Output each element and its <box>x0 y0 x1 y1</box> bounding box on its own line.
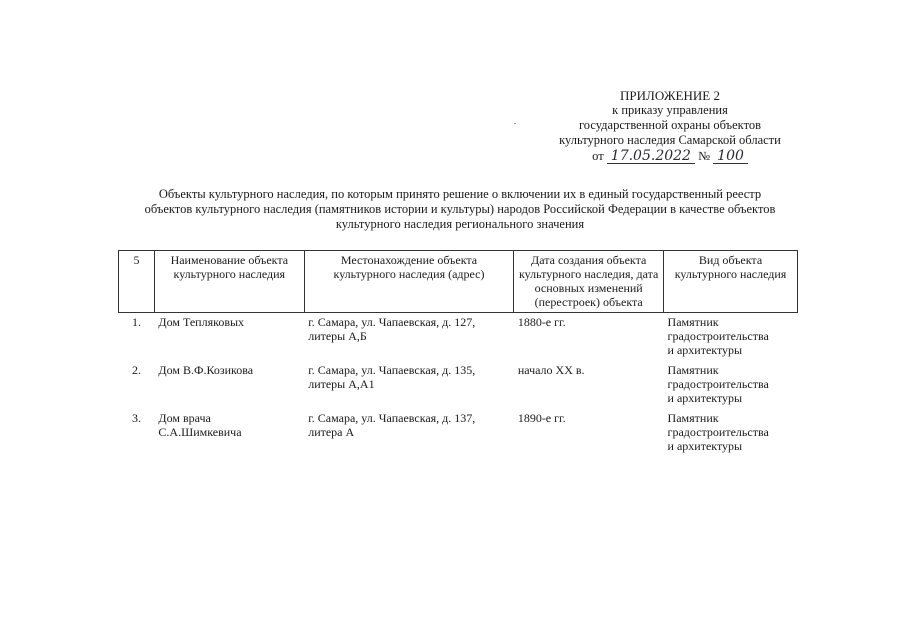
heritage-objects-table <box>118 250 798 457</box>
type-line: градостроительства <box>667 329 769 343</box>
row-date: 1890-е гг. <box>517 411 566 425</box>
row-name <box>154 313 304 362</box>
row-number: 2. <box>131 363 141 377</box>
type-line: и архитектуры <box>667 439 743 453</box>
header-number: 5 <box>119 251 155 313</box>
row-address <box>304 313 514 362</box>
appendix-line-2: государственной охраны объектов <box>578 118 762 132</box>
type-line: и архитектуры <box>667 343 743 357</box>
row-type <box>664 409 798 457</box>
appendix-line-1: к приказу управления <box>612 103 728 117</box>
name-line: С.А.Шимкевича <box>158 425 242 439</box>
row-name <box>154 361 304 409</box>
address-line: литеры А,А1 <box>308 377 375 391</box>
type-line: и архитектуры <box>667 391 743 405</box>
name-line: Дом В.Ф.Козикова <box>158 363 254 377</box>
type-line: Памятник <box>667 315 719 329</box>
appendix-title: ПРИЛОЖЕНИЕ 2 <box>620 88 720 103</box>
row-address <box>304 409 514 457</box>
row-type <box>664 313 798 362</box>
header-type: Вид объекта культурного наследия <box>664 251 798 313</box>
type-line: градостроительства <box>667 377 769 391</box>
row-name <box>154 409 304 457</box>
table-row <box>119 409 798 457</box>
handwritten-date: 17.05.2022 <box>607 149 695 164</box>
order-date-line <box>530 149 810 164</box>
name-line: Дом Тепляковых <box>158 315 245 329</box>
table-row <box>119 361 798 409</box>
row-address <box>304 361 514 409</box>
title-line-3: культурного наследия регионального значения <box>335 217 585 231</box>
row-type <box>664 361 798 409</box>
header-date: Дата создания объекта культурного наследия, дата основных изменений (перестроек) объекта <box>514 251 664 313</box>
address-line: литера А <box>308 425 355 439</box>
handwritten-number: 100 <box>713 149 748 164</box>
row-number: 3. <box>131 411 141 425</box>
appendix-line-3: культурного наследия Самарской области <box>559 133 781 147</box>
table-header-row <box>119 251 798 313</box>
header-name: Наименование объекта культурного наследия <box>154 251 304 313</box>
address-line: литеры А,Б <box>308 329 367 343</box>
type-line: Памятник <box>667 411 719 425</box>
address-line: г. Самара, ул. Чапаевская, д. 137, <box>308 411 476 425</box>
name-line: Дом врача <box>158 411 211 425</box>
number-sign: № <box>698 149 711 163</box>
address-line: г. Самара, ул. Чапаевская, д. 127, <box>308 315 476 329</box>
row-date: 1880-е гг. <box>517 315 566 329</box>
title-line-2: объектов культурного наследия (памятников истории и культуры) народов Российской Федерации в качестве объектов <box>144 202 776 216</box>
document-title <box>100 187 820 232</box>
header-address: Местонахождение объекта культурного наследия (адрес) <box>304 251 514 313</box>
appendix-header <box>530 88 810 164</box>
title-line-1: Объекты культурного наследия, по которым принято решение о включении их в единый государственный реестр <box>158 187 762 201</box>
address-line: г. Самара, ул. Чапаевская, д. 135, <box>308 363 476 377</box>
row-date: начало XX в. <box>517 363 585 377</box>
scan-speck <box>514 123 516 124</box>
type-line: градостроительства <box>667 425 769 439</box>
type-line: Памятник <box>667 363 719 377</box>
date-prefix: от <box>592 149 604 163</box>
table-row <box>119 313 798 362</box>
row-number: 1. <box>131 315 141 329</box>
